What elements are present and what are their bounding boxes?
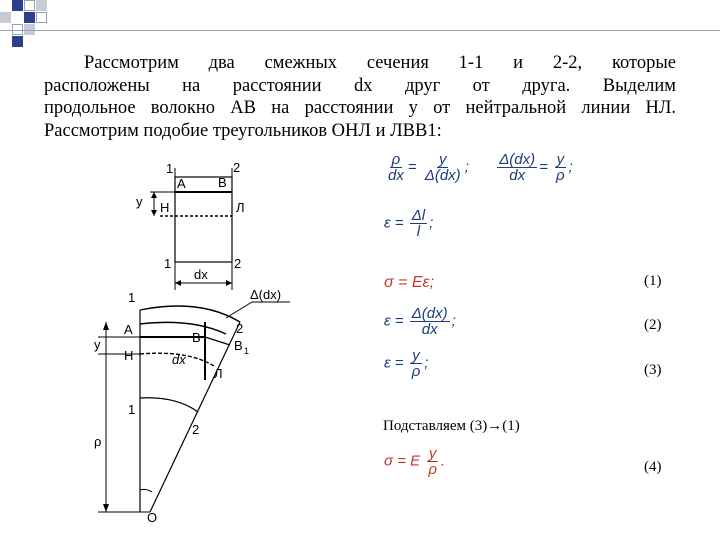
equation-1: σ = Eε;: [384, 274, 435, 291]
label-dx: dx: [172, 352, 186, 367]
strain-definition: ε = $\frac{\Delta l}{l}$ ;: [384, 207, 434, 240]
paragraph-line: Рассмотрим два смежных сечения 1-1 и 2-2, которые: [84, 53, 676, 73]
equation-2-number: (2): [644, 317, 662, 333]
bent-beam-diagram: [0, 290, 360, 530]
beam-segment-diagram: [0, 0, 360, 300]
fraction: $\frac{\Delta(dx)}{dx}$: [499, 151, 536, 184]
label-2-mid: 2: [192, 422, 200, 437]
label-sec2b: 2: [234, 256, 242, 271]
label-A: A: [124, 322, 133, 337]
equation-3: ε = $\frac{y}{\rho}$ ;: [384, 347, 429, 380]
label-1-top: 1: [128, 290, 136, 305]
label-L: Л: [214, 366, 223, 381]
fraction: $\frac{y}{\Delta(dx)}$: [424, 151, 461, 184]
equation-3-number: (3): [644, 362, 662, 378]
equation-1-number: (1): [644, 273, 662, 289]
label-1-mid: 1: [128, 402, 136, 417]
label-sec1b: 1: [164, 256, 172, 271]
label-H: Н: [124, 348, 134, 363]
paragraph-line: Рассмотрим подобие треугольников ОНЛ и ЛВВ1:: [44, 120, 442, 141]
paragraph-line: продольное волокно АВ на расстоянии у от нейтральной линии НЛ.: [44, 98, 676, 118]
label-delta-dx: Δ(dx): [250, 290, 282, 302]
label-B1: B: [234, 338, 243, 353]
label-O: O: [147, 510, 158, 525]
label-B1-sub: 1: [244, 346, 250, 356]
label-y: y: [94, 337, 101, 352]
label-sec2: 2: [233, 160, 241, 175]
fraction: $\frac{\rho}{dx}$: [388, 151, 404, 184]
label-dx: dx: [194, 267, 208, 282]
label-B: B: [192, 330, 201, 345]
label-A: A: [177, 176, 186, 191]
label-2-top: 2: [236, 321, 244, 336]
similarity-equations: $\frac{\rho}{dx}$ = $\frac{y}{\Delta(dx)}$ ; $\frac{\Delta(dx)}{dx}$ = $\frac{y}{\rho}$ ;: [388, 151, 573, 184]
label-L: Л: [236, 200, 245, 215]
equation-2: ε = $\frac{\Delta(dx)}{dx}$ ;: [384, 305, 456, 338]
fraction: $\frac{y}{\rho}$: [556, 151, 565, 184]
label-H: Н: [160, 200, 170, 215]
label-y: y: [136, 194, 143, 209]
label-rho: ρ: [94, 434, 102, 449]
label-B: B: [218, 175, 227, 190]
radius-right: [150, 322, 240, 512]
substitution-text: Подставляем (3)→(1): [383, 418, 520, 434]
equation-4-number: (4): [644, 459, 662, 475]
paragraph-line: расположены на расстоянии dx друг от друга. Выделим: [44, 75, 676, 96]
equation-4: σ = E $\frac{y}{\rho}$ .: [384, 445, 446, 478]
label-sec1: 1: [166, 161, 174, 176]
